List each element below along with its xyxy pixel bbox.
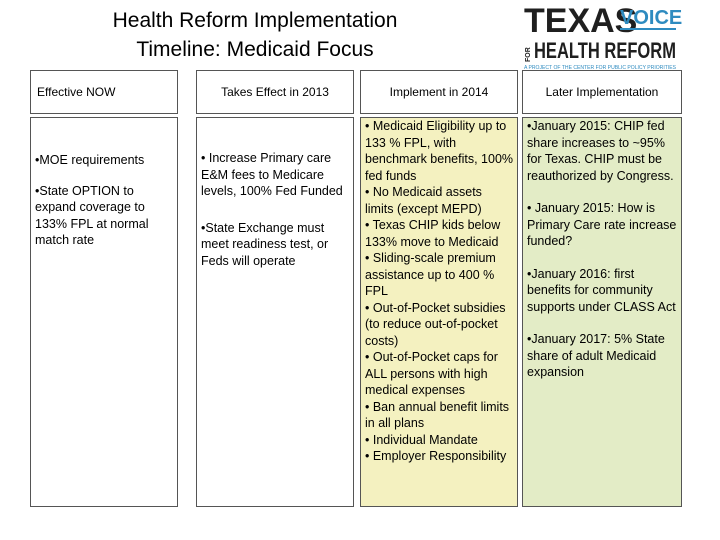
column-effective-now	[30, 117, 178, 507]
list-item: • Employer Responsibility	[365, 449, 507, 463]
list-item: • January 2015: How is Primary Care rate increase funded?	[527, 201, 677, 248]
logo-word-for: FOR	[525, 47, 532, 62]
list-item: • Sliding-scale premium assistance up to 400 % FPL	[365, 251, 496, 298]
title-line-2: Timeline: Medicaid Focus	[136, 38, 374, 61]
list-item: •State OPTION to expand coverage to 133% FPL at normal match rate	[35, 183, 149, 247]
column-2013	[196, 117, 354, 507]
list-item: • Out-of-Pocket subsidies (to reduce out-of-pocket costs)	[365, 300, 506, 348]
list-item: •January 2016: first benefits for community supports under CLASS Act	[527, 266, 676, 314]
list-item: •January 2017: 5% State share of adult Medicaid expansion	[527, 332, 665, 379]
list-item: • Increase Primary care E&M fees to Medicare levels, 100% Fed Funded	[201, 151, 343, 198]
column-2014	[360, 117, 518, 507]
list-item: • Individual Mandate	[365, 432, 478, 447]
list-item: • Out-of-Pocket caps for ALL persons with high medical expenses	[365, 350, 498, 397]
header-2014: Implement in 2014	[360, 70, 518, 114]
list-item: • Ban annual benefit limits in all plans	[365, 399, 510, 430]
column-later	[522, 117, 682, 507]
list-item: • No Medicaid assets limits (except MEPD)	[365, 185, 482, 216]
header-2013: Takes Effect in 2013	[196, 70, 354, 114]
logo-word-texas: TEXAS	[524, 2, 638, 40]
list-item: •January 2015: CHIP fed share increases to ~95% for Texas. CHIP must be reauthorized by Congress.	[527, 119, 674, 183]
list-item: •MOE requirements	[35, 153, 145, 167]
page-title	[40, 6, 470, 64]
list-item: •State Exchange must meet readiness test, or Feds will operate	[201, 220, 329, 268]
logo-word-voice: VOICE	[620, 7, 683, 29]
header-effective-now: Effective NOW	[30, 70, 178, 114]
logo-word-health-reform: HEALTH REFORM	[534, 38, 676, 63]
logo-tagline: A PROJECT OF THE CENTER FOR PUBLIC POLICY PRIORITIES	[524, 65, 677, 71]
header-later: Later Implementation	[522, 70, 682, 114]
texas-voice-logo	[520, 0, 683, 72]
list-item: • Texas CHIP kids below 133% move to Medicaid	[365, 218, 501, 249]
list-item: • Medicaid Eligibility up to 133 % FPL, with benchmark benefits, 100% fed funds	[365, 119, 514, 183]
title-line-1: Health Reform Implementation	[112, 9, 398, 32]
